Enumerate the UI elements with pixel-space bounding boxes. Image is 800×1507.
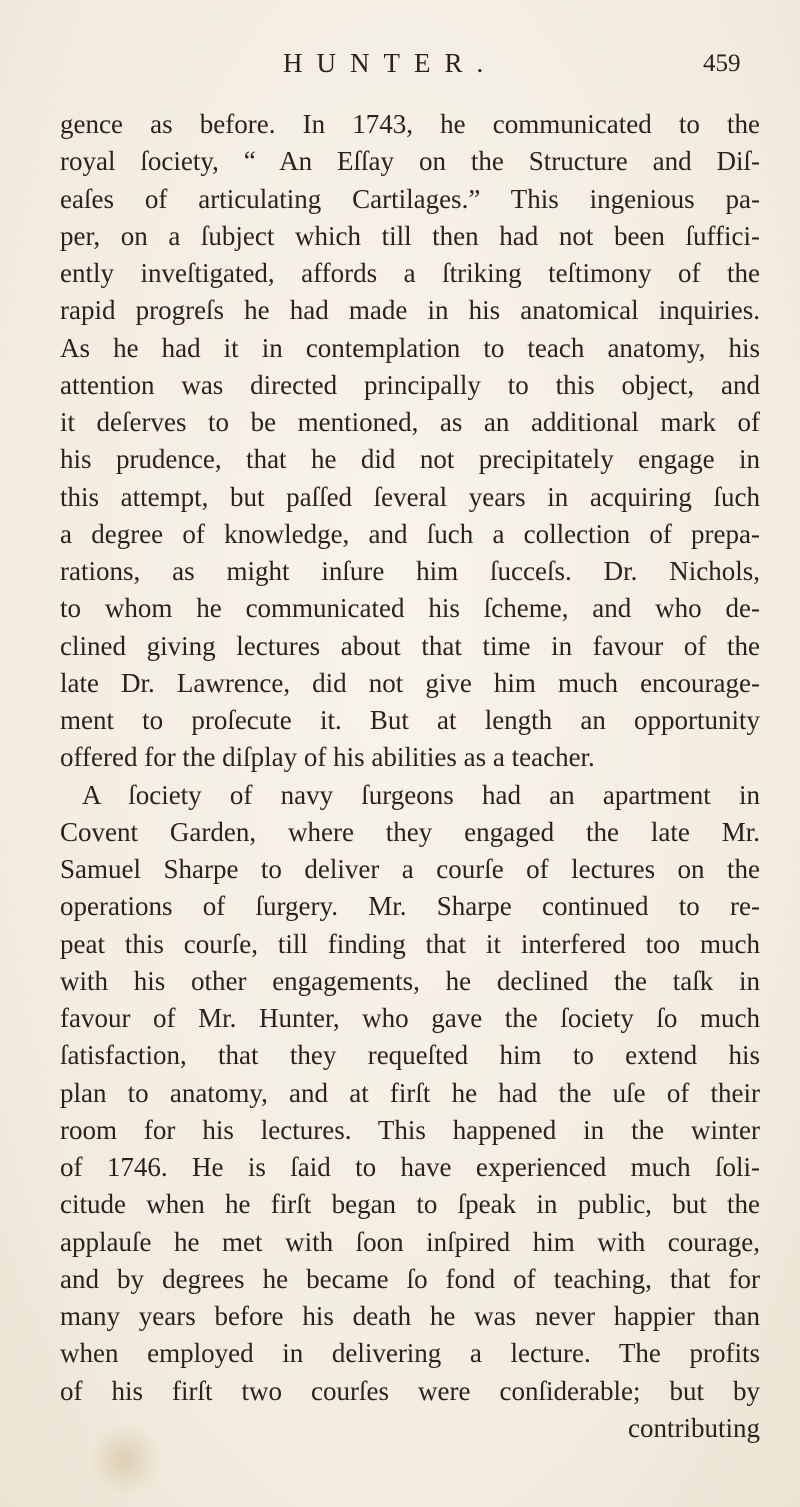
text-line: peat this courſe, till finding that it interfered too much	[60, 928, 760, 959]
text-line: his prudence, that he did not precipitately engage in	[60, 444, 760, 475]
text-line: of his firſt two courſes were conſiderable; but by	[60, 1375, 760, 1406]
text-line: a degree of knowledge, and ſuch a collection of prepa-	[60, 518, 760, 549]
text-line: many years before his death he was never happier than	[60, 1301, 760, 1331]
text-line: plan to anatomy, and at firſt he had the uſe of their	[60, 1077, 760, 1108]
text-line: favour of Mr. Hunter, who gave the ſociety ſo much	[60, 1003, 760, 1033]
text-line: this attempt, but paſſed ſeveral years in acquiring ſuch	[60, 481, 760, 512]
text-line: As he had it in contemplation to teach anatomy, his	[60, 332, 760, 363]
text-line: ently inveſtigated, affords a ſtriking teſtimony of the	[60, 258, 760, 288]
catchword: contributing	[628, 1412, 760, 1443]
running-head: HUNTER.	[283, 48, 498, 78]
page-number: 459	[703, 50, 741, 77]
text-line: late Dr. Lawrence, did not give him much encourage-	[60, 667, 760, 698]
text-line: ment to proſecute it. But at length an opportunity	[60, 705, 760, 735]
text-line: attention was directed principally to this object, and	[60, 369, 760, 400]
text-line: ſatisfaction, that they requeſted him to extend his	[60, 1040, 760, 1071]
text-line: rapid progreſs he had made in his anatomical inquiries.	[60, 295, 760, 326]
text-line: rations, as might inſure him ſucceſs. Dr. Nichols,	[60, 556, 760, 586]
text-line: clined giving lectures about that time in favour of the	[60, 630, 760, 661]
text-line: to whom he communicated his ſcheme, and who de-	[60, 593, 760, 624]
text-line: offered for the diſplay of his abilities as a teacher.	[60, 742, 595, 773]
text-line: of 1746. He is ſaid to have experienced much ſoli-	[60, 1152, 760, 1182]
text-line: room for his lectures. This happened in the winter	[60, 1114, 760, 1145]
text-line: Covent Garden, where they engaged the late Mr.	[60, 816, 760, 847]
text-line: per, on a ſubject which till then had not been ſuffici-	[60, 220, 760, 251]
text-line: Samuel Sharpe to deliver a courſe of lectures on the	[60, 854, 760, 884]
paper-stain	[90, 1420, 160, 1500]
text-line: with his other engagements, he declined the taſk in	[60, 965, 760, 996]
text-line: gence as before. In 1743, he communicated to the	[60, 109, 760, 139]
text-line: A ſociety of navy ſurgeons had an apartment in	[82, 779, 760, 810]
text-line: applauſe he met with ſoon inſpired him with courage,	[60, 1226, 760, 1257]
text-line: citude when he firſt began to ſpeak in public, but the	[60, 1189, 760, 1220]
text-line: royal ſociety, “ An Eſſay on the Structure and Diſ-	[60, 146, 760, 177]
text-line: and by degrees he became ſo fond of teaching, that for	[60, 1263, 760, 1294]
text-line: operations of ſurgery. Mr. Sharpe continued to re-	[60, 891, 760, 922]
text-line: it deſerves to be mentioned, as an additional mark of	[60, 407, 760, 437]
text-line: eaſes of articulating Cartilages.” This ingenious pa-	[60, 183, 760, 214]
text-line: when employed in delivering a lecture. The profits	[60, 1338, 760, 1369]
body-text	[60, 106, 760, 1447]
page-header	[0, 48, 800, 88]
